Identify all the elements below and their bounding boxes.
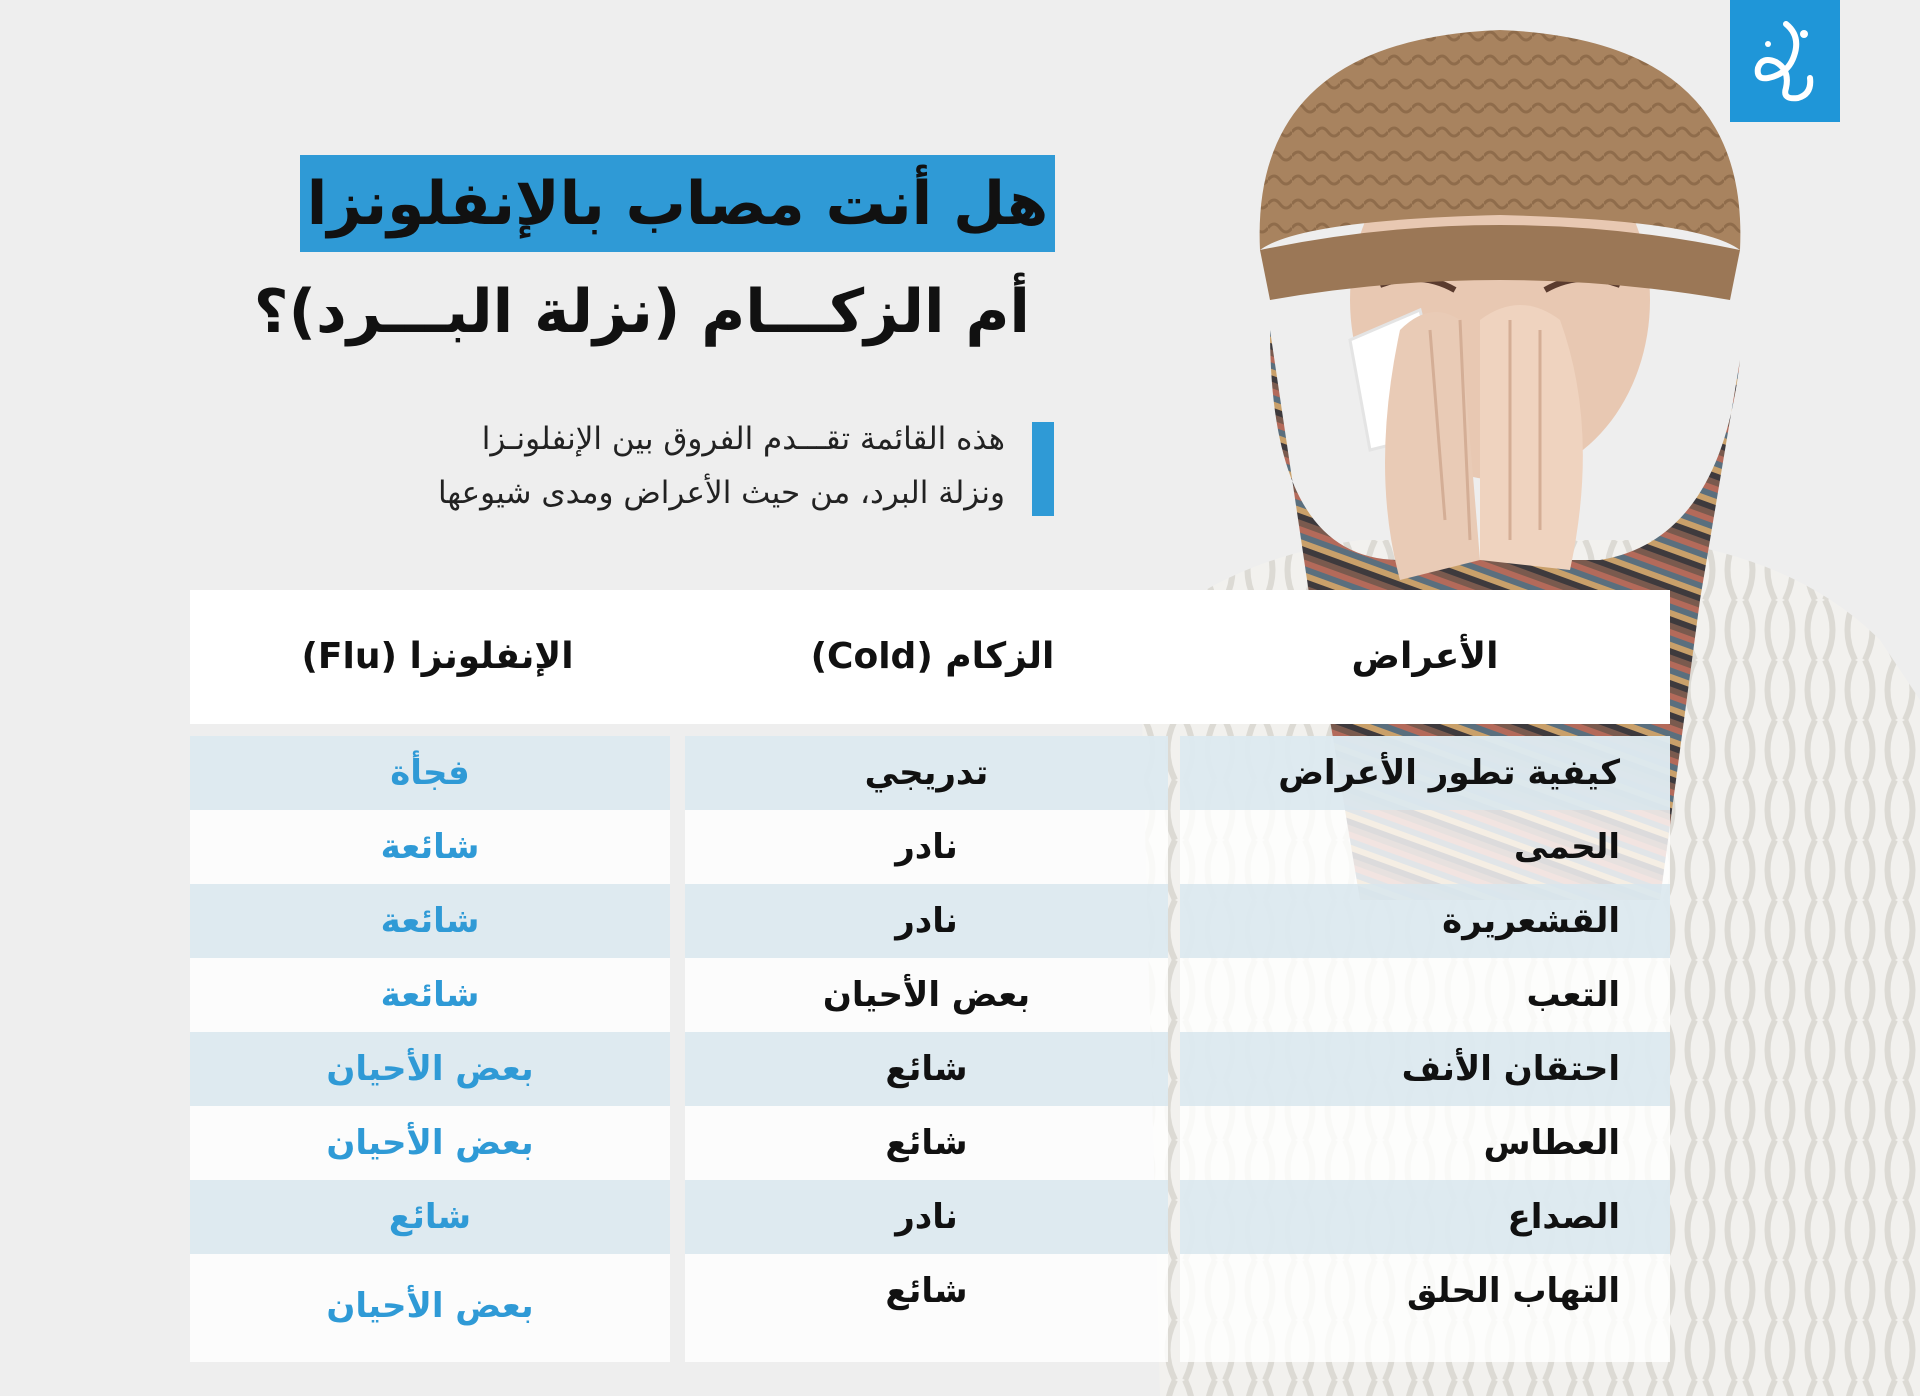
- aljazeera-logo[interactable]: [1730, 0, 1840, 122]
- table-cell-flu: شائع: [190, 1180, 670, 1254]
- table-cell-flu: شائعة: [190, 884, 670, 958]
- table-cell-flu: بعض الأحيان: [326, 1286, 534, 1326]
- column-symptoms: [1180, 724, 1670, 1362]
- table-cell-flu: فجأة: [190, 736, 670, 810]
- table-cell-symptom: احتقان الأنف: [1180, 1032, 1670, 1106]
- comparison-table: [190, 590, 1670, 1362]
- header-flu: الإنفلونزا (Flu): [301, 636, 574, 677]
- logo-calligraphy-icon: [1746, 16, 1824, 106]
- table-cell-symptom: العطاس: [1483, 1123, 1620, 1163]
- intro-line-2: ونزلة البرد، من حيث الأعراض ومدى شيوعها: [437, 475, 1005, 511]
- table-cell-cold: شائع: [885, 1271, 968, 1311]
- table-cell-flu: شائعة: [380, 827, 480, 867]
- table-cell-flu: بعض الأحيان: [326, 1123, 534, 1163]
- table-cell-symptom: التعب: [1526, 975, 1620, 1015]
- table-cell-symptom: الحمى: [1513, 827, 1620, 867]
- intro-accent-bar: [1032, 422, 1054, 516]
- table-cell-cold: نادر: [685, 1180, 1168, 1254]
- table-cell-symptom: القشعريرة: [1180, 884, 1670, 958]
- table-cell-flu: شائعة: [380, 975, 480, 1015]
- table-cell-cold: نادر: [895, 827, 958, 867]
- header-cold: الزكام (Cold): [810, 636, 1055, 677]
- column-cold: [685, 724, 1168, 1362]
- table-cell-symptom: الصداع: [1180, 1180, 1670, 1254]
- table-cell-cold: شائع: [685, 1032, 1168, 1106]
- table-cell-cold: شائع: [885, 1123, 968, 1163]
- table-cell-cold: بعض الأحيان: [822, 975, 1031, 1015]
- table-cell-cold: تدريجي: [685, 736, 1168, 810]
- intro-line-1: هذه القائمة تقـــدم الفروق بين الإنفلونـزا: [481, 421, 1005, 457]
- table-cell-symptom: كيفية تطور الأعراض: [1180, 736, 1670, 810]
- header-symptoms: الأعراض: [1351, 636, 1499, 677]
- table-header: [190, 590, 1670, 724]
- column-flu: [190, 724, 670, 1362]
- table-cell-flu: بعض الأحيان: [190, 1032, 670, 1106]
- title-line-2: أم الزكـــام (نزلة البـــرد)؟: [253, 277, 1030, 347]
- intro-text: [290, 412, 1005, 520]
- title-line-1: هل أنت مصاب بالإنفلونزا: [300, 155, 1055, 252]
- table-cell-cold: نادر: [685, 884, 1168, 958]
- table-cell-symptom: التهاب الحلق: [1407, 1271, 1620, 1311]
